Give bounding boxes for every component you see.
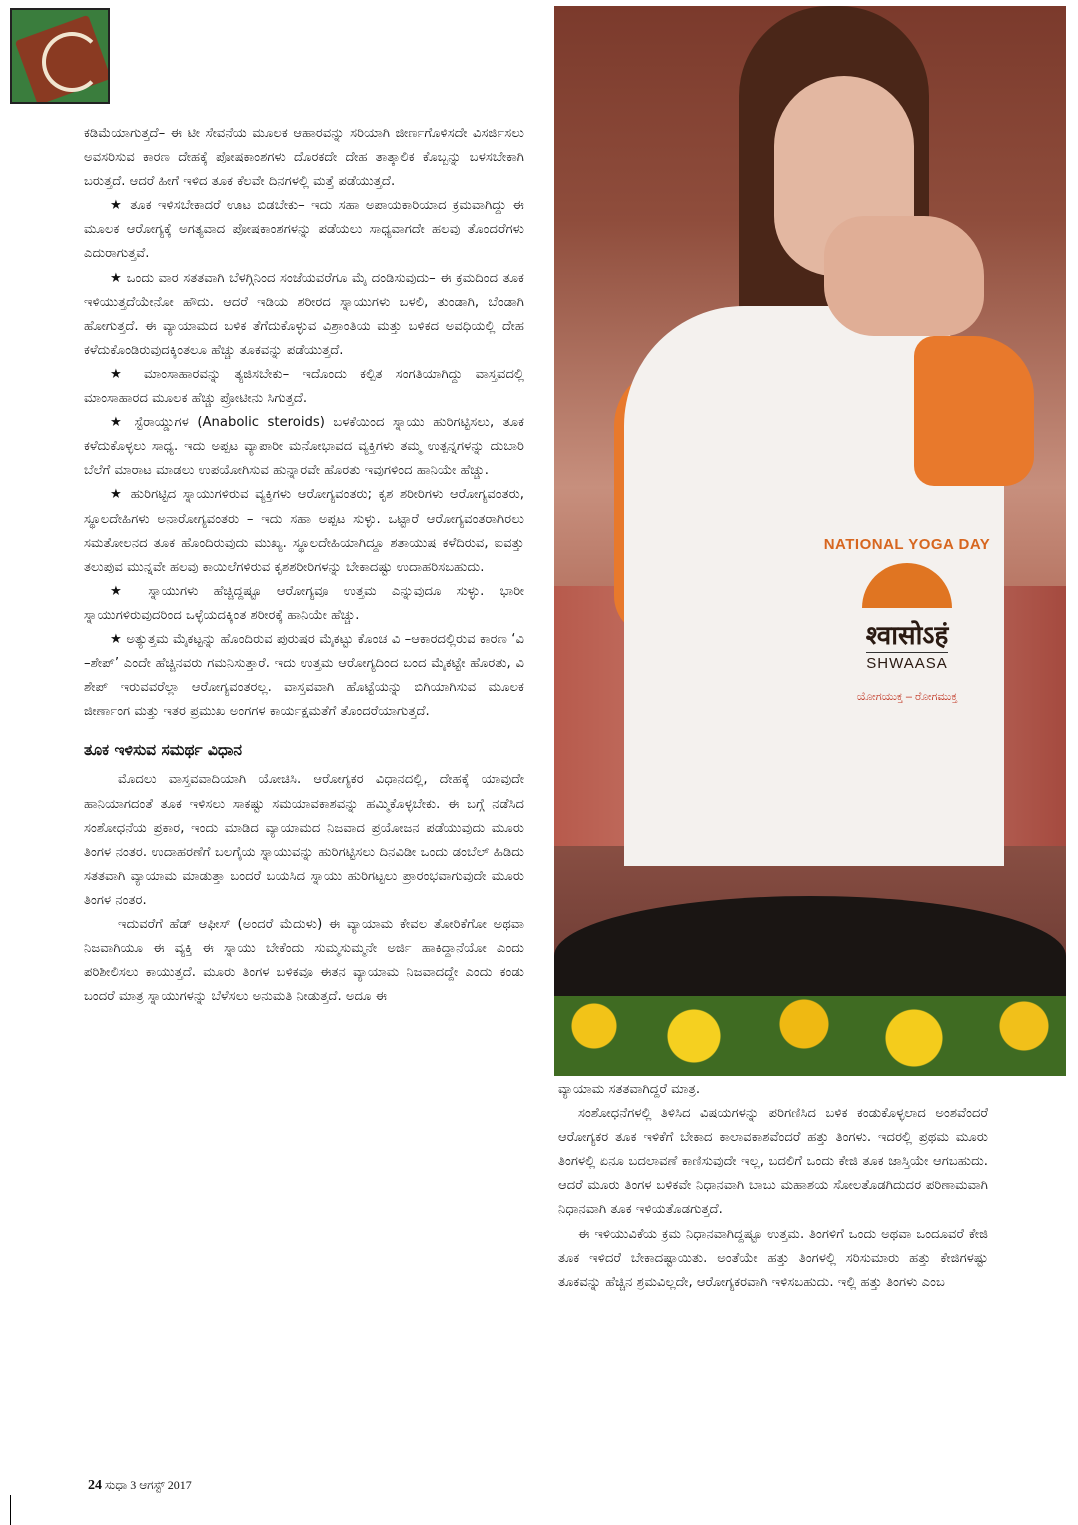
page-footer (88, 1478, 192, 1494)
myth-steroids: ★ ಸ್ಟೆರಾಯ್ಡುಗಳ (Anabolic steroids) ಬಳಕೆಯಿಂದ ಸ್ನಾಯು ಹುರಿಗಟ್ಟಿಸಲು, ತೂಕ ಕಳೆದುಕೊಳ್ಳಲು ಸಾಧ್ಯ. ಇದು ಅಪ್ಪಟ ವ್ಯಾಪಾರೀ ಮನೋಭಾವದ ವ್ಯಕ್ತಿಗಳು ತಮ್ಮ ಉತ್ಪನ್ನಗಳನ್ನು ದುಬಾರಿ ಬೆಲೆಗೆ ಮಾರಾಟ ಮಾಡಲು ಉಪಯೋಗಿಸುವ ಹುನ್ನಾರವೇ ಹೊರತು ಇವುಗಳಿಂದ ಹಾನಿಯೇ ಹೆಚ್ಚು. (84, 415, 524, 479)
photo-sleeve-right (914, 336, 1034, 486)
photo-hand (824, 216, 984, 336)
myth-v-shape: ★ ಅತ್ಯುತ್ತಮ ಮೈಕಟ್ಟನ್ನು ಹೊಂದಿರುವ ಪುರುಷರ ಮೈಕಟ್ಟು ಕೊಂಚ ವಿ –ಆಕಾರದಲ್ಲಿರುವ ಕಾರಣ ‘ವಿ –ಶೇಪ್’ ಎಂದೇ ಹೆಚ್ಚಿನವರು ಗಮನಿಸುತ್ತಾರೆ. ಇದು ಉತ್ತಮ ಆರೋಗ್ಯದಿಂದ ಬಂದ ಮೈಕಟ್ಟೇ ಹೊರತು, ವಿ ಶೇಪ್ ಇರುವವರೆಲ್ಲಾ ಆರೋಗ್ಯವಂತರಲ್ಲ. ವಾಸ್ತವವಾಗಿ ಹೊಟ್ಟೆಯನ್ನು ಬಿಗಿಯಾಗಿಸುವ ಮೂಲಕ ಜೀರ್ಣಾಂಗ ಮತ್ತು ಇತರ ಪ್ರಮುಖ ಅಂಗಗಳ ಕಾರ್ಯಕ್ಷಮತೆಗೆ ತೊಂದರೆಯಾಗುತ್ತದೆ. (84, 631, 524, 720)
crop-mark (10, 1495, 11, 1525)
page-number: 24 (88, 1478, 102, 1493)
myth-muscles: ★ ಸ್ನಾಯುಗಳು ಹೆಚ್ಚಿದ್ದಷ್ಟೂ ಆರೋಗ್ಯವೂ ಉತ್ತಮ ಎನ್ನುವುದೂ ಸುಳ್ಳು. ಭಾರೀ ಸ್ನಾಯುಗಳಿರುವುದರಿಂದ ಒಳ್ಳೆಯದಕ್ಕಿಂತ ಶರೀರಕ್ಕೆ ಹಾನಿಯೇ ಹೆಚ್ಚು. (84, 583, 524, 623)
right-paragraph-2: ಸಂಶೋಧನೆಗಳಲ್ಲಿ ತಿಳಿಸಿದ ವಿಷಯಗಳನ್ನು ಪರಿಗಣಿಸಿದ ಬಳಿಕ ಕಂಡುಕೊಳ್ಳಲಾದ ಅಂಶವೆಂದರೆ ಆರೋಗ್ಯಕರ ತೂಕ ಇಳಿಕೆಗೆ ಬೇಕಾದ ಕಾಲಾವಕಾಶವೆಂದರೆ ಹತ್ತು ತಿಂಗಳು. ಇದರಲ್ಲಿ ಪ್ರಥಮ ಮೂರು ತಿಂಗಳಲ್ಲಿ ಏನೂ ಬದಲಾವಣೆ ಕಾಣಿಸುವುದೇ ಇಲ್ಲ, ಬದಲಿಗೆ ಒಂದು ಕೇಜಿ ತೂಕ ಜಾಸ್ತಿಯೇ ಆಗಬಹುದು. ಆದರೆ ಮೂರು ತಿಂಗಳ ಬಳಿಕವೇ ನಿಧಾನವಾಗಿ ಬಾಬು ಮಹಾಶಯ ಸೋಲತೊಡಗಿದುದರ ಪರಿಣಾಮವಾಗಿ ನಿಧಾನವಾಗಿ ತೂಕ ಇಳಿಯತೊಡಗುತ್ತದೆ. (558, 1106, 988, 1218)
myth-no-meat: ★ ಮಾಂಸಾಹಾರವನ್ನು ತ್ಯಜಿಸಬೇಕು– ಇದೊಂದು ಕಲ್ಪಿತ ಸಂಗತಿಯಾಗಿದ್ದು ವಾಸ್ತವದಲ್ಲಿ ಮಾಂಸಾಹಾರದ ಮೂಲಕ ಹೆಚ್ಚು ಪ್ರೋಟೀನು ಸಿಗುತ್ತದೆ. (84, 366, 524, 407)
magazine-logo-icon (10, 8, 110, 104)
right-article-column (558, 1078, 988, 1295)
photo-flowers (554, 996, 1066, 1076)
section-paragraph-2: ಇದುವರೆಗೆ ಹೆಡ್ ಆಫೀಸ್ (ಅಂದರೆ ಮೆದುಳು) ಈ ವ್ಯಾಯಾಮ ಕೇವಲ ತೋರಿಕೆಗೋ ಅಥವಾ ನಿಜವಾಗಿಯೂ ಈ ವ್ಯಕ್ತಿ ಈ ಸ್ನಾಯು ಬೇಕೆಂದು ಸುಮ್ಮಸುಮ್ಮನೇ ಅರ್ಜಿ ಹಾಕಿದ್ದಾನೆಯೋ ಎಂದು ಪರಿಶೀಲಿಸಲು ಕಾಯುತ್ತದೆ. ಮೂರು ತಿಂಗಳ ಬಳಿಕವೂ ಈತನ ವ್ಯಾಯಾಮ ನಿಜವಾದದ್ದೇ ಎಂದು ಕಂಡು ಬಂದರೆ ಮಾತ್ರ ಸ್ನಾಯುಗಳನ್ನು ಬೆಳೆಸಲು ಅನುಮತಿ ನೀಡುತ್ತದೆ. ಅದೂ ಈ (84, 917, 524, 1005)
shirt-subtitle: SHWAASA (866, 652, 947, 672)
shirt-title: श्वासोऽहं (865, 620, 949, 650)
right-paragraph-3: ಈ ಇಳಿಯುವಿಕೆಯ ಕ್ರಮ ನಿಧಾನವಾಗಿದ್ದಷ್ಟೂ ಉತ್ತಮ. ತಿಂಗಳಿಗೆ ಒಂದು ಅಥವಾ ಒಂದೂವರೆ ಕೇಜಿ ತೂಕ ಇಳಿದರೆ ಬೇಕಾದಷ್ಟಾಯಿತು. ಅಂತೆಯೇ ಹತ್ತು ತಿಂಗಳಲ್ಲಿ ಸರಿಸುಮಾರು ಹತ್ತು ಕೇಜಿಗಳಷ್ಟು ತೂಕವನ್ನು ಹೆಚ್ಚಿನ ಶ್ರಮವಿಲ್ಲದೇ, ಆರೋಗ್ಯಕರವಾಗಿ ಇಳಿಸಬಹುದು. ಇಲ್ಲಿ ಹತ್ತು ತಿಂಗಳು ಎಂಬ (558, 1226, 988, 1290)
sun-icon (862, 563, 952, 608)
myth-skip-meals: ★ ತೂಕ ಇಳಿಸಬೇಕಾದರೆ ಊಟ ಬಿಡಬೇಕು– ಇದು ಸಹಾ ಅಪಾಯಕಾರಿಯಾದ ಕ್ರಮವಾಗಿದ್ದು ಈ ಮೂಲಕ ಆರೋಗ್ಯಕ್ಕೆ ಅಗತ್ಯವಾದ ಪೋಷಕಾಂಶಗಳನ್ನು ಪಡೆಯಲು ಸಾಧ್ಯವಾಗದೇ ಹಲವು ತೊಂದರೆಗಳು ಎದುರಾಗುತ್ತವೆ. (84, 198, 524, 262)
logo-swirl (42, 32, 102, 92)
section-heading: ತೂಕ ಇಳಿಸುವ ಸಮರ್ಥ ವಿಧಾನ (84, 741, 243, 760)
shirt-print (792, 536, 1022, 704)
section-paragraph-1: ಮೊದಲು ವಾಸ್ತವವಾದಿಯಾಗಿ ಯೋಚಿಸಿ. ಆರೋಗ್ಯಕರ ವಿಧಾನದಲ್ಲಿ, ದೇಹಕ್ಕೆ ಯಾವುದೇ ಹಾನಿಯಾಗದಂತೆ ತೂಕ ಇಳಿಸಲು ಸಾಕಷ್ಟು ಸಮಯಾವಕಾಶವನ್ನು ಹಮ್ಮಿಕೊಳ್ಳಬೇಕು. ಈ ಬಗ್ಗೆ ನಡೆಸಿದ ಸಂಶೋಧನೆಯ ಪ್ರಕಾರ, ಇಂದು ಮಾಡಿದ ವ್ಯಾಯಾಮದ ನಿಜವಾದ ಪ್ರಯೋಜನ ಪಡೆಯುವುದು ಮೂರು ತಿಂಗಳ ನಂತರ. ಉದಾಹರಣೆಗೆ ಬಲಗೈಯ ಸ್ನಾಯುವನ್ನು ಹುರಿಗಟ್ಟಿಸಲು ದಿನವಿಡೀ ಒಂದು ಡಂಬೆಲ್ ಹಿಡಿದು ಸತತವಾಗಿ ವ್ಯಾಯಾಮ ಮಾಡುತ್ತಾ ಬಂದರೆ ಬಯಸಿದ ಸ್ನಾಯು ಹುರಿಗಟ್ಟಲು ಪ್ರಾರಂಭವಾಗುವುದೇ ಮೂರು ತಿಂಗಳ ನಂತರ. (84, 772, 524, 908)
magazine-name: ಸುಧಾ (105, 1478, 128, 1492)
shirt-tagline: ಯೋಗಯುಕ್ತ – ರೋಗಮುಕ್ತ (856, 691, 958, 703)
myth-overexercise: ★ ಒಂದು ವಾರ ಸತತವಾಗಿ ಬೆಳಗ್ಗಿನಿಂದ ಸಂಜೆಯವರೆಗೂ ಮೈ ದಂಡಿಸುವುದು– ಈ ಕ್ರಮದಿಂದ ತೂಕ ಇಳಿಯುತ್ತದೆಯೇನೋ ಹೌದು. ಆದರೆ ಇಡಿಯ ಶರೀರದ ಸ್ನಾಯುಗಳು ಬಳಲಿ, ತುಂಡಾಗಿ, ಬೆಂಡಾಗಿ ಹೋಗುತ್ತದೆ. ಈ ವ್ಯಾಯಾಮದ ಬಳಿಕ ತೆಗೆದುಕೊಳ್ಳುವ ವಿಶ್ರಾಂತಿಯ ಮತ್ತು ಬಳಿಕದ ಅವಧಿಯಲ್ಲಿ ದೇಹ ಕಳೆದುಕೊಂಡಿರುವುದಕ್ಕಿಂತಲೂ ಹೆಚ್ಚು ತೂಕವನ್ನು ಪಡೆಯುತ್ತದೆ. (84, 270, 524, 358)
paragraph-intro: ಕಡಿಮೆಯಾಗುತ್ತದೆ– ಈ ಟೀ ಸೇವನೆಯ ಮೂಲಕ ಆಹಾರವನ್ನು ಸರಿಯಾಗಿ ಜೀರ್ಣಗೊಳಿಸದೇ ವಿಸರ್ಜಿಸಲು ಅವಸರಿಸುವ ಕಾರಣ ದೇಹಕ್ಕೆ ಪೋಷಕಾಂಶಗಳು ದೊರಕದೇ ದೇಹ ತಾತ್ಕಾಲಿಕ ಕೊಬ್ಬನ್ನು ಬಳಸಬೇಕಾಗಿ ಬರುತ್ತದೆ. ಆದರೆ ಹೀಗೆ ಇಳಿದ ತೂಕ ಕೆಲವೇ ದಿನಗಳಲ್ಲಿ ಮತ್ತೆ ಪಡೆಯುತ್ತದೆ. (84, 126, 524, 190)
issue-date: 3 ಆಗಸ್ಟ್ 2017 (130, 1478, 192, 1492)
yoga-woman-photo (554, 6, 1066, 1076)
myth-body-type: ★ ಹುರಿಗಟ್ಟಿದ ಸ್ನಾಯುಗಳಿರುವ ವ್ಯಕ್ತಿಗಳು ಆರೋಗ್ಯವಂತರು; ಕೃಶ ಶರೀರಿಗಳು ಆರೋಗ್ಯವಂತರು, ಸ್ಥೂಲದೇಹಿಗಳು ಅನಾರೋಗ್ಯವಂತರು – ಇದು ಸಹಾ ಅಪ್ಪಟ ಸುಳ್ಳು. ಒಟ್ಟಾರೆ ಆರೋಗ್ಯವಂತರಾಗಿರಲು ಸಮತೋಲನದ ತೂಕ ಹೊಂದಿರುವುದು ಮುಖ್ಯ. ಸ್ಥೂಲದೇಹಿಯಾಗಿದ್ದೂ ಶತಾಯುಷ ಕಳೆದಿರುವ, ಐವತ್ತು ತಲುಪುವ ಮುನ್ನವೇ ಹಲವು ಕಾಯಿಲೆಗಳಿರುವ ಕೃಶಶರೀರಿಗಳನ್ನು ಬೇಕಾದಷ್ಟು ಉದಾಹರಿಸಬಹುದು. (84, 487, 524, 575)
shirt-banner: NATIONAL YOGA DAY (823, 536, 991, 553)
right-paragraph-1: ವ್ಯಾಯಾಮ ಸತತವಾಗಿದ್ದರೆ ಮಾತ್ರ. (558, 1082, 701, 1097)
left-article-column (84, 122, 524, 1009)
